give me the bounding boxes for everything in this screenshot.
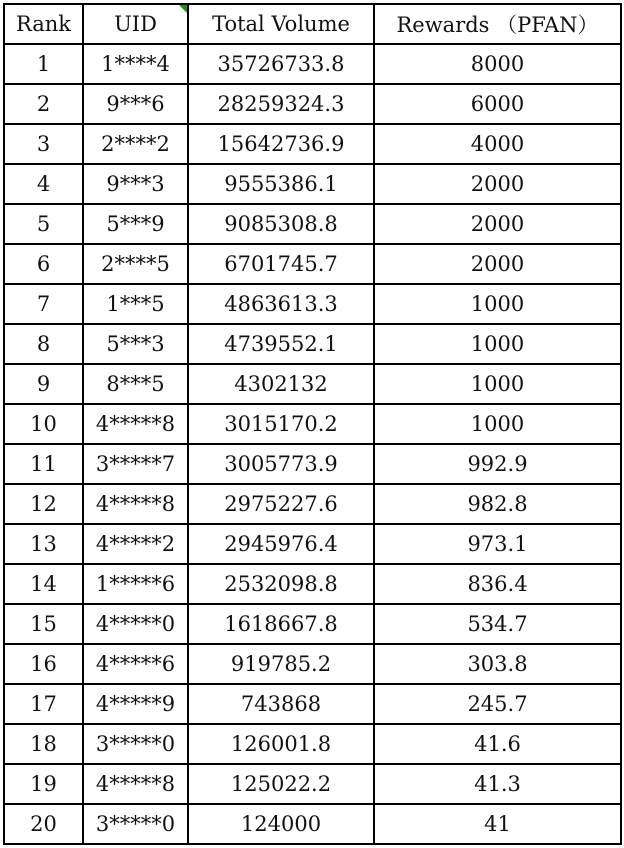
- cell-rank: 14: [4, 564, 83, 604]
- table-row: [4, 804, 621, 844]
- cell-rank: 5: [4, 204, 83, 244]
- cell-total-volume: 4863613.3: [188, 284, 374, 324]
- table-row: [4, 164, 621, 204]
- cell-rank: 12: [4, 484, 83, 524]
- cell-rewards: 6000: [374, 84, 621, 124]
- table-row: [4, 644, 621, 684]
- table-row: [4, 444, 621, 484]
- table-row: [4, 524, 621, 564]
- cell-rewards: 1000: [374, 284, 621, 324]
- table-header: [4, 4, 621, 44]
- cell-total-volume: 2945976.4: [188, 524, 374, 564]
- cell-rewards: 973.1: [374, 524, 621, 564]
- cell-rank: 6: [4, 244, 83, 284]
- cell-rank: 18: [4, 724, 83, 764]
- cell-uid: 1****4: [83, 44, 188, 84]
- comment-marker-icon: [179, 5, 187, 13]
- cell-uid: 4*****6: [83, 644, 188, 684]
- cell-uid: 4*****8: [83, 484, 188, 524]
- cell-uid: 1*****6: [83, 564, 188, 604]
- cell-uid: 2****5: [83, 244, 188, 284]
- table-row: [4, 604, 621, 644]
- cell-rank: 13: [4, 524, 83, 564]
- cell-rank: 19: [4, 764, 83, 804]
- cell-total-volume: 125022.2: [188, 764, 374, 804]
- header-rank: Rank: [4, 4, 83, 44]
- cell-total-volume: 126001.8: [188, 724, 374, 764]
- cell-rewards: 245.7: [374, 684, 621, 724]
- cell-uid: 1***5: [83, 284, 188, 324]
- cell-rewards: 2000: [374, 164, 621, 204]
- cell-uid: 4*****8: [83, 764, 188, 804]
- table-row: [4, 124, 621, 164]
- cell-total-volume: 3015170.2: [188, 404, 374, 444]
- cell-rank: 2: [4, 84, 83, 124]
- cell-uid: 8***5: [83, 364, 188, 404]
- leaderboard-container: [3, 3, 622, 845]
- cell-uid: 3*****0: [83, 724, 188, 764]
- cell-uid: 3*****0: [83, 804, 188, 844]
- cell-rank: 4: [4, 164, 83, 204]
- cell-uid: 4*****0: [83, 604, 188, 644]
- cell-rank: 20: [4, 804, 83, 844]
- header-row: [4, 4, 621, 44]
- table-row: [4, 204, 621, 244]
- cell-uid: 3*****7: [83, 444, 188, 484]
- cell-uid: 5***3: [83, 324, 188, 364]
- table-body: [4, 44, 621, 844]
- cell-rank: 7: [4, 284, 83, 324]
- cell-rank: 11: [4, 444, 83, 484]
- cell-total-volume: 4302132: [188, 364, 374, 404]
- cell-total-volume: 9085308.8: [188, 204, 374, 244]
- cell-rank: 17: [4, 684, 83, 724]
- cell-rewards: 8000: [374, 44, 621, 84]
- table-row: [4, 44, 621, 84]
- cell-rewards: 41: [374, 804, 621, 844]
- cell-rewards: 534.7: [374, 604, 621, 644]
- cell-rewards: 2000: [374, 204, 621, 244]
- cell-total-volume: 919785.2: [188, 644, 374, 684]
- cell-rewards: 836.4: [374, 564, 621, 604]
- table-row: [4, 564, 621, 604]
- table-row: [4, 404, 621, 444]
- cell-total-volume: 35726733.8: [188, 44, 374, 84]
- cell-uid: 4*****2: [83, 524, 188, 564]
- table-row: [4, 84, 621, 124]
- cell-total-volume: 3005773.9: [188, 444, 374, 484]
- cell-total-volume: 743868: [188, 684, 374, 724]
- cell-uid: 2****2: [83, 124, 188, 164]
- cell-rank: 15: [4, 604, 83, 644]
- cell-rewards: 303.8: [374, 644, 621, 684]
- table-row: [4, 684, 621, 724]
- cell-uid: 9***3: [83, 164, 188, 204]
- cell-rewards: 1000: [374, 324, 621, 364]
- header-total-volume: Total Volume: [188, 4, 374, 44]
- cell-rank: 1: [4, 44, 83, 84]
- cell-total-volume: 28259324.3: [188, 84, 374, 124]
- cell-rank: 10: [4, 404, 83, 444]
- cell-rewards: 982.8: [374, 484, 621, 524]
- table-row: [4, 364, 621, 404]
- cell-total-volume: 15642736.9: [188, 124, 374, 164]
- cell-rewards: 41.3: [374, 764, 621, 804]
- table-row: [4, 284, 621, 324]
- cell-rank: 3: [4, 124, 83, 164]
- cell-total-volume: 124000: [188, 804, 374, 844]
- leaderboard-table: [3, 3, 622, 845]
- cell-rank: 9: [4, 364, 83, 404]
- table-row: [4, 244, 621, 284]
- cell-total-volume: 2532098.8: [188, 564, 374, 604]
- cell-uid: 5***9: [83, 204, 188, 244]
- cell-rank: 16: [4, 644, 83, 684]
- table-row: [4, 484, 621, 524]
- cell-rewards: 1000: [374, 404, 621, 444]
- cell-uid: 9***6: [83, 84, 188, 124]
- cell-total-volume: 6701745.7: [188, 244, 374, 284]
- cell-uid: 4*****9: [83, 684, 188, 724]
- cell-total-volume: 9555386.1: [188, 164, 374, 204]
- cell-rewards: 992.9: [374, 444, 621, 484]
- table-row: [4, 724, 621, 764]
- cell-total-volume: 2975227.6: [188, 484, 374, 524]
- cell-rewards: 41.6: [374, 724, 621, 764]
- cell-rank: 8: [4, 324, 83, 364]
- header-rewards: Rewards （PFAN）: [374, 4, 621, 44]
- cell-rewards: 1000: [374, 364, 621, 404]
- table-row: [4, 764, 621, 804]
- cell-rewards: 4000: [374, 124, 621, 164]
- table-row: [4, 324, 621, 364]
- header-uid: [83, 4, 188, 44]
- header-uid-label: UID: [114, 12, 157, 36]
- cell-rewards: 2000: [374, 244, 621, 284]
- cell-uid: 4*****8: [83, 404, 188, 444]
- cell-total-volume: 4739552.1: [188, 324, 374, 364]
- cell-total-volume: 1618667.8: [188, 604, 374, 644]
